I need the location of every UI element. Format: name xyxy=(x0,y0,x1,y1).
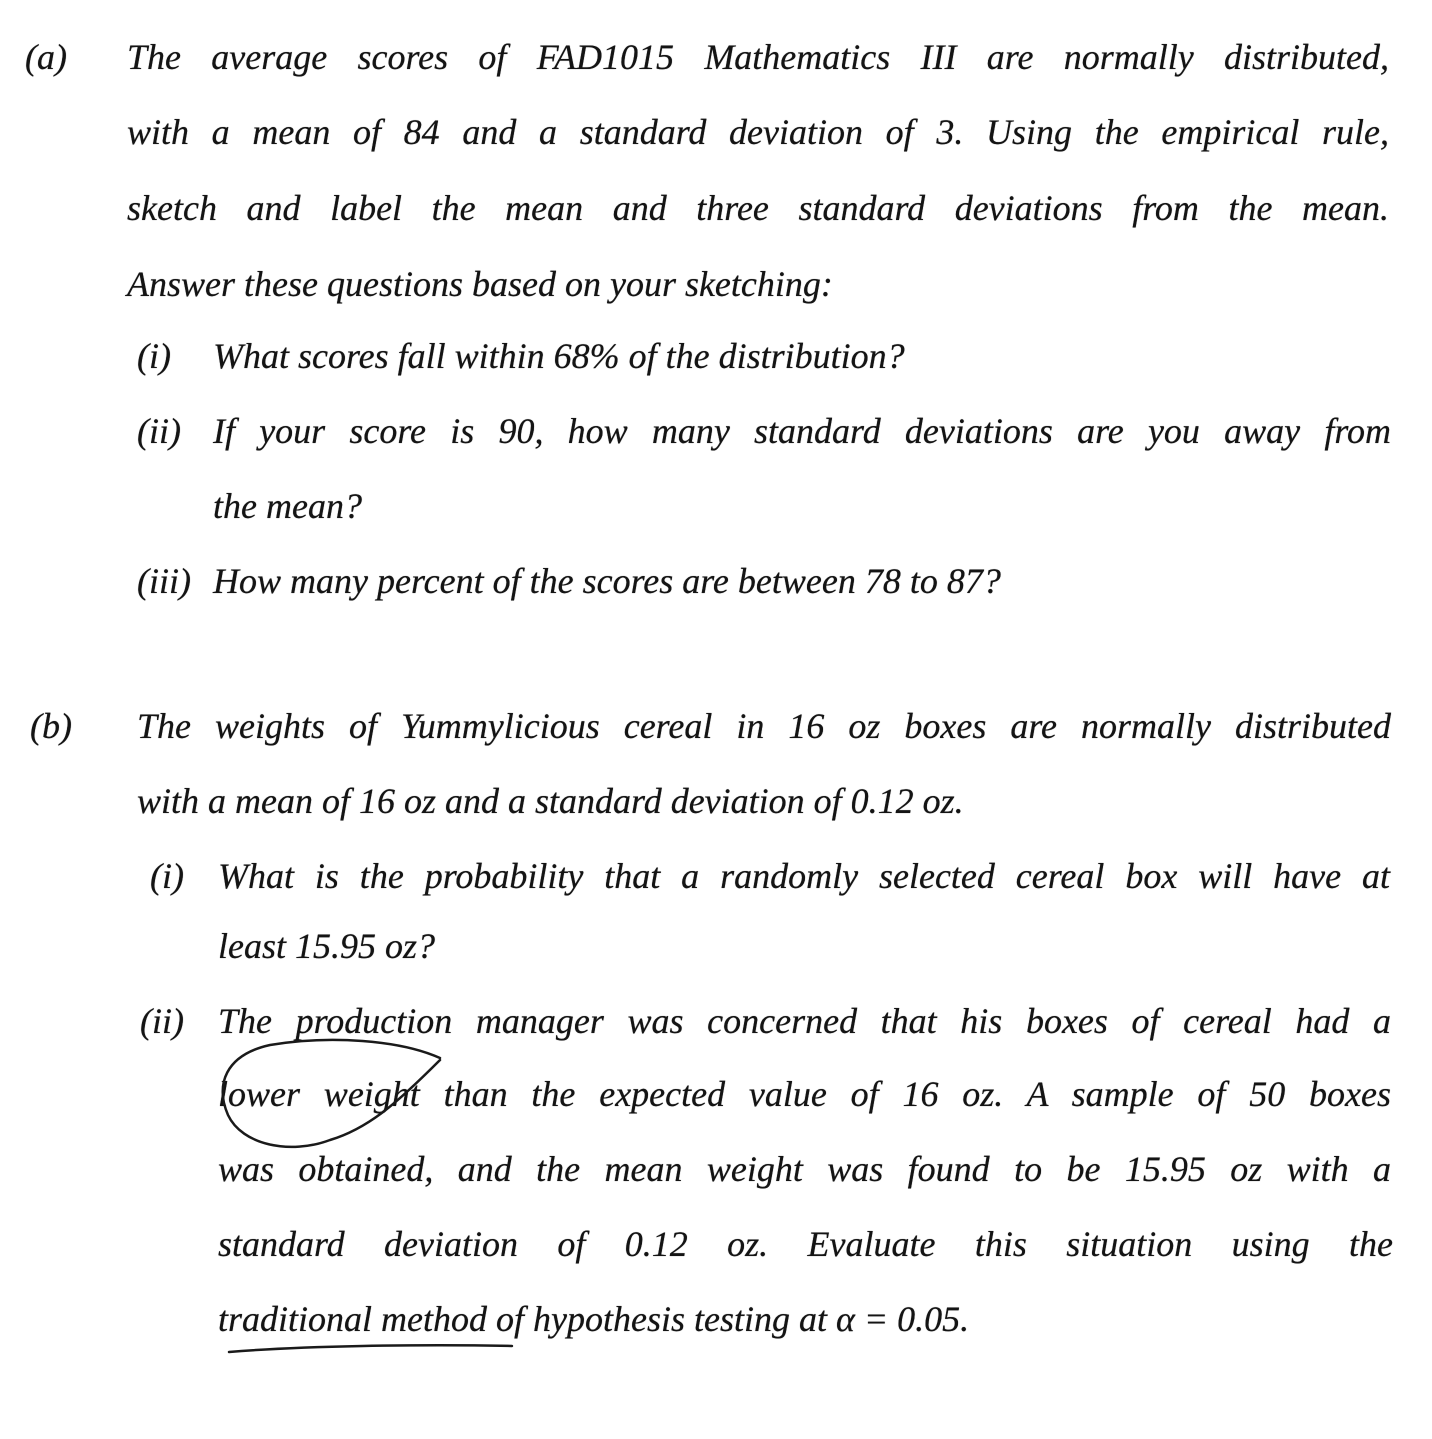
part-b-label: (b) xyxy=(30,706,72,746)
part-b-q2-line-4: standard deviation of 0.12 oz. Evaluate this situation using the xyxy=(218,1224,1393,1264)
part-b-q1-line-2: least 15.95 oz? xyxy=(218,926,436,966)
part-a-q3-label: (iii) xyxy=(137,561,191,601)
part-a-q3-line-1: How many percent of the scores are between 78 to 87? xyxy=(213,561,1001,601)
part-b-q2-line-5: traditional method of hypothesis testing at α = 0.05. xyxy=(218,1299,970,1339)
part-a-q2-line-1: If your score is 90, how many standard deviations are you away from xyxy=(213,411,1391,451)
part-b-q1-line-1: What is the probability that a randomly selected cereal box will have at xyxy=(218,856,1390,896)
part-a-line-4: Answer these questions based on your sketching: xyxy=(127,264,833,304)
part-a-q2-line-2: the mean? xyxy=(213,486,362,526)
part-b-q2-line-2: lower weight than the expected value of 16 oz. A sample of 50 boxes xyxy=(218,1074,1391,1114)
part-b-q2-line-3: was obtained, and the mean weight was found to be 15.95 oz with a xyxy=(218,1149,1391,1189)
part-a-q1-line-1: What scores fall within 68% of the distribution? xyxy=(213,336,905,376)
part-a-q2-label: (ii) xyxy=(137,411,181,451)
part-b-q2-line-1: The production manager was concerned that his boxes of cereal had a xyxy=(218,1001,1391,1041)
part-b-q1-label: (i) xyxy=(150,856,184,896)
part-b-q2-label: (ii) xyxy=(140,1001,184,1041)
part-b-line-2: with a mean of 16 oz and a standard deviation of 0.12 oz. xyxy=(137,781,964,821)
hand-drawn-underline xyxy=(229,1345,512,1352)
part-b-line-1: The weights of Yummylicious cereal in 16 oz boxes are normally distributed xyxy=(137,706,1391,746)
part-a-line-1: The average scores of FAD1015 Mathematics III are normally distributed, xyxy=(127,37,1389,77)
part-a-label: (a) xyxy=(25,37,67,77)
part-a-q1-label: (i) xyxy=(137,336,171,376)
part-a-line-2: with a mean of 84 and a standard deviation of 3. Using the empirical rule, xyxy=(127,112,1389,152)
part-a-line-3: sketch and label the mean and three standard deviations from the mean. xyxy=(127,188,1389,228)
